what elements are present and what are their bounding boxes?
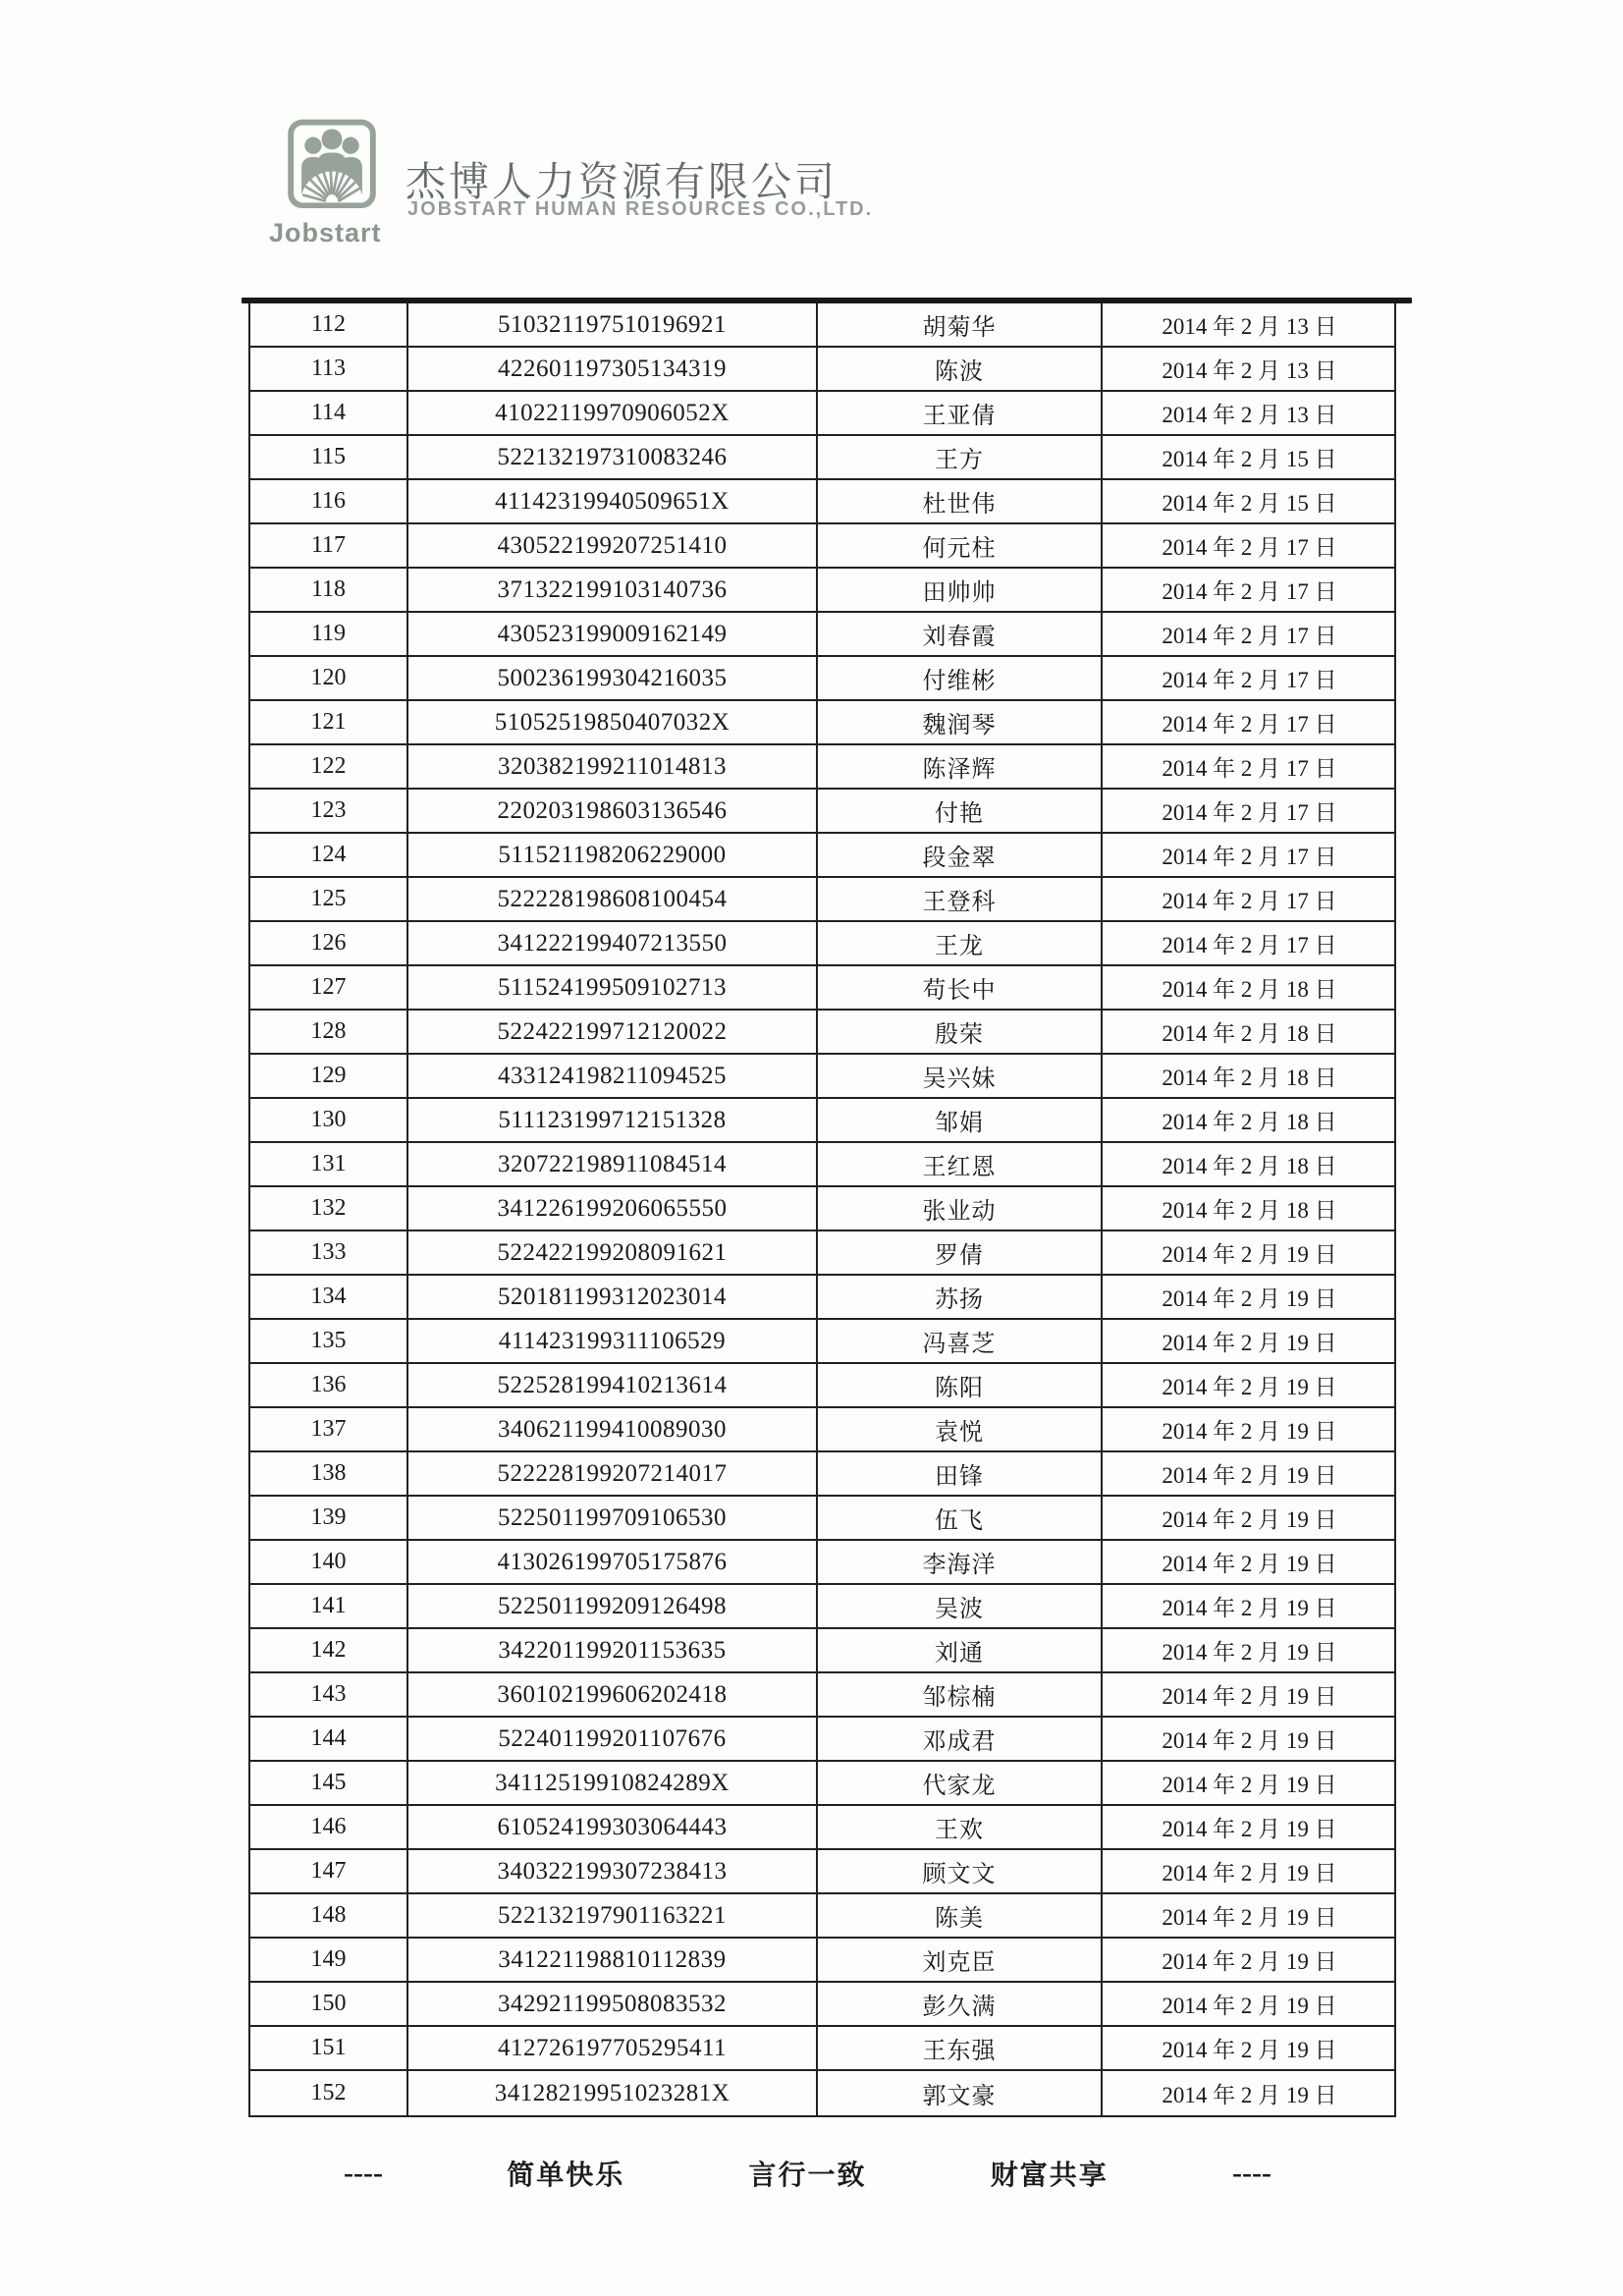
name-cell: 袁悦	[818, 1408, 1103, 1450]
name-cell: 陈美	[818, 1894, 1103, 1937]
name-cell: 王红恩	[818, 1143, 1103, 1185]
date-cell: 2014 年 2 月 19 日	[1162, 1286, 1337, 1311]
id-number-cell: 342921199508083532	[408, 1983, 818, 2025]
row-number-cell: 113	[250, 348, 408, 390]
table-row	[250, 1231, 1394, 1276]
row-number-cell: 133	[250, 1231, 408, 1274]
table-row	[250, 524, 1394, 569]
date-cell: 2014 年 2 月 19 日	[1162, 1242, 1337, 1267]
name-cell: 付艳	[818, 790, 1103, 832]
row-number-cell: 134	[250, 1276, 408, 1318]
id-number-cell: 34128219951023281X	[408, 2071, 818, 2115]
row-number-cell: 144	[250, 1718, 408, 1760]
date-cell: 2014 年 2 月 19 日	[1162, 1949, 1337, 1974]
jobstart-logo	[269, 118, 397, 248]
row-number-cell: 132	[250, 1187, 408, 1230]
table-row	[250, 1320, 1394, 1364]
row-number-cell: 125	[250, 878, 408, 920]
date-cell: 2014 年 2 月 19 日	[1162, 2083, 1337, 2107]
table-row	[250, 1894, 1394, 1939]
row-number-cell: 147	[250, 1850, 408, 1892]
table-row	[250, 1718, 1394, 1762]
id-number-cell: 411423199311106529	[408, 1320, 818, 1362]
date-cell: 2014 年 2 月 17 日	[1162, 579, 1337, 604]
date-cell: 2014 年 2 月 19 日	[1162, 1773, 1337, 1797]
name-cell: 李海洋	[818, 1541, 1103, 1583]
date-cell: 2014 年 2 月 17 日	[1162, 845, 1337, 869]
row-number-cell: 116	[250, 480, 408, 522]
date-cell: 2014 年 2 月 19 日	[1162, 1596, 1337, 1620]
company-name-chinese: 杰博人力资源有限公司	[406, 159, 838, 204]
table-row	[250, 1673, 1394, 1718]
row-number-cell: 126	[250, 922, 408, 964]
table-row	[250, 966, 1394, 1011]
row-number-cell: 138	[250, 1452, 408, 1495]
name-cell: 刘克臣	[818, 1939, 1103, 1981]
id-number-cell: 511524199509102713	[408, 966, 818, 1009]
id-number-cell: 522228198608100454	[408, 878, 818, 920]
row-number-cell: 150	[250, 1983, 408, 2025]
company-name-english: JOBSTART HUMAN RESOURCES CO.,LTD.	[407, 198, 874, 220]
date-cell: 2014 年 2 月 19 日	[1162, 1507, 1337, 1532]
table-row	[250, 1276, 1394, 1320]
row-number-cell: 120	[250, 657, 408, 699]
row-number-cell: 127	[250, 966, 408, 1009]
name-cell: 刘通	[818, 1629, 1103, 1671]
id-number-cell: 522228199207214017	[408, 1452, 818, 1495]
table-row	[250, 1408, 1394, 1452]
row-number-cell: 151	[250, 2027, 408, 2069]
date-cell: 2014 年 2 月 18 日	[1162, 977, 1337, 1002]
name-cell: 彭久满	[818, 1983, 1103, 2025]
id-number-cell: 510321197510196921	[408, 303, 818, 346]
id-number-cell: 522422199712120022	[408, 1011, 818, 1053]
date-cell: 2014 年 2 月 19 日	[1162, 1331, 1337, 1355]
date-cell: 2014 年 2 月 17 日	[1162, 800, 1337, 825]
date-cell: 2014 年 2 月 18 日	[1162, 1110, 1337, 1134]
table-row	[250, 1099, 1394, 1143]
name-cell: 邹棕楠	[818, 1673, 1103, 1716]
row-number-cell: 122	[250, 745, 408, 788]
date-cell: 2014 年 2 月 19 日	[1162, 1817, 1337, 1841]
name-cell: 段金翠	[818, 834, 1103, 876]
date-cell: 2014 年 2 月 19 日	[1162, 1994, 1337, 2018]
id-number-cell: 340322199307238413	[408, 1850, 818, 1892]
table-row	[250, 834, 1394, 878]
id-number-cell: 41142319940509651X	[408, 480, 818, 522]
date-cell: 2014 年 2 月 19 日	[1162, 1905, 1337, 1930]
id-number-cell: 511123199712151328	[408, 1099, 818, 1141]
name-cell: 陈波	[818, 348, 1103, 390]
id-number-cell: 341221198810112839	[408, 1939, 818, 1981]
id-number-cell: 522132197310083246	[408, 436, 818, 478]
date-cell: 2014 年 2 月 19 日	[1162, 1419, 1337, 1444]
date-cell: 2014 年 2 月 13 日	[1162, 358, 1337, 383]
name-cell: 郭文豪	[818, 2071, 1103, 2115]
name-cell: 吴波	[818, 1585, 1103, 1627]
name-cell: 付维彬	[818, 657, 1103, 699]
left-dashes: ----	[344, 2157, 383, 2189]
date-cell: 2014 年 2 月 17 日	[1162, 889, 1337, 913]
table-row	[250, 1585, 1394, 1629]
date-cell: 2014 年 2 月 18 日	[1162, 1154, 1337, 1178]
row-number-cell: 115	[250, 436, 408, 478]
row-number-cell: 135	[250, 1320, 408, 1362]
row-number-cell: 149	[250, 1939, 408, 1981]
id-number-cell: 522528199410213614	[408, 1364, 818, 1406]
table-row	[250, 303, 1394, 348]
name-cell: 田锋	[818, 1452, 1103, 1495]
date-cell: 2014 年 2 月 18 日	[1162, 1066, 1337, 1090]
id-number-cell: 413026199705175876	[408, 1541, 818, 1583]
name-cell: 苏扬	[818, 1276, 1103, 1318]
date-cell: 2014 年 2 月 19 日	[1162, 1640, 1337, 1665]
roster-table-body	[250, 303, 1394, 2115]
id-number-cell: 430523199009162149	[408, 613, 818, 655]
name-cell: 刘春霞	[818, 613, 1103, 655]
id-number-cell: 51052519850407032X	[408, 701, 818, 743]
row-number-cell: 143	[250, 1673, 408, 1716]
name-cell: 代家龙	[818, 1762, 1103, 1804]
name-cell: 陈泽辉	[818, 745, 1103, 788]
name-cell: 吴兴妹	[818, 1055, 1103, 1097]
name-cell: 苟长中	[818, 966, 1103, 1009]
id-number-cell: 430522199207251410	[408, 524, 818, 567]
date-cell: 2014 年 2 月 19 日	[1162, 1463, 1337, 1488]
row-number-cell: 146	[250, 1806, 408, 1848]
name-cell: 伍飞	[818, 1497, 1103, 1539]
row-number-cell: 136	[250, 1364, 408, 1406]
table-row	[250, 1011, 1394, 1055]
name-cell: 王方	[818, 436, 1103, 478]
date-cell: 2014 年 2 月 19 日	[1162, 1728, 1337, 1753]
id-number-cell: 342201199201153635	[408, 1629, 818, 1671]
row-number-cell: 124	[250, 834, 408, 876]
name-cell: 王东强	[818, 2027, 1103, 2069]
id-number-cell: 500236199304216035	[408, 657, 818, 699]
id-number-cell: 320722198911084514	[408, 1143, 818, 1185]
table-row	[250, 2027, 1394, 2071]
row-number-cell: 142	[250, 1629, 408, 1671]
date-cell: 2014 年 2 月 18 日	[1162, 1021, 1337, 1046]
row-number-cell: 152	[250, 2071, 408, 2115]
table-row	[250, 745, 1394, 790]
name-cell: 胡菊华	[818, 303, 1103, 346]
row-number-cell: 145	[250, 1762, 408, 1804]
date-cell: 2014 年 2 月 15 日	[1162, 447, 1337, 471]
table-row	[250, 657, 1394, 701]
row-number-cell: 148	[250, 1894, 408, 1937]
table-row	[250, 1541, 1394, 1585]
date-cell: 2014 年 2 月 13 日	[1162, 314, 1337, 339]
date-cell: 2014 年 2 月 17 日	[1162, 624, 1337, 648]
id-number-cell: 520181199312023014	[408, 1276, 818, 1318]
name-cell: 杜世伟	[818, 480, 1103, 522]
name-cell: 王亚倩	[818, 392, 1103, 434]
table-row	[250, 392, 1394, 436]
row-number-cell: 131	[250, 1143, 408, 1185]
table-row	[250, 480, 1394, 524]
date-cell: 2014 年 2 月 19 日	[1162, 1552, 1337, 1576]
table-row	[250, 1806, 1394, 1850]
roster-table	[248, 303, 1396, 2117]
name-cell: 罗倩	[818, 1231, 1103, 1274]
table-row	[250, 790, 1394, 834]
id-number-cell: 610524199303064443	[408, 1806, 818, 1848]
row-number-cell: 117	[250, 524, 408, 567]
table-row	[250, 1762, 1394, 1806]
table-row	[250, 922, 1394, 966]
right-dashes: ----	[1232, 2157, 1271, 2189]
table-row	[250, 613, 1394, 657]
name-cell: 邓成君	[818, 1718, 1103, 1760]
row-number-cell: 119	[250, 613, 408, 655]
table-row	[250, 1497, 1394, 1541]
row-number-cell: 121	[250, 701, 408, 743]
name-cell: 魏润琴	[818, 701, 1103, 743]
date-cell: 2014 年 2 月 17 日	[1162, 756, 1337, 781]
id-number-cell: 341222199407213550	[408, 922, 818, 964]
date-cell: 2014 年 2 月 15 日	[1162, 491, 1337, 516]
name-cell: 何元柱	[818, 524, 1103, 567]
id-number-cell: 360102199606202418	[408, 1673, 818, 1716]
id-number-cell: 412726197705295411	[408, 2027, 818, 2069]
id-number-cell: 341226199206065550	[408, 1187, 818, 1230]
table-row	[250, 1452, 1394, 1497]
table-row	[250, 1629, 1394, 1673]
footer-slogans	[344, 2154, 1271, 2193]
row-number-cell: 139	[250, 1497, 408, 1539]
date-cell: 2014 年 2 月 17 日	[1162, 668, 1337, 692]
name-cell: 殷荣	[818, 1011, 1103, 1053]
row-number-cell: 130	[250, 1099, 408, 1141]
table-row	[250, 1364, 1394, 1408]
table-row	[250, 1850, 1394, 1894]
id-number-cell: 422601197305134319	[408, 348, 818, 390]
date-cell: 2014 年 2 月 17 日	[1162, 933, 1337, 957]
row-number-cell: 140	[250, 1541, 408, 1583]
id-number-cell: 41022119970906052X	[408, 392, 818, 434]
name-cell: 王登科	[818, 878, 1103, 920]
name-cell: 王龙	[818, 922, 1103, 964]
name-cell: 邹娟	[818, 1099, 1103, 1141]
name-cell: 张业动	[818, 1187, 1103, 1230]
slogan-words-deeds: 言行一致	[748, 2160, 867, 2191]
id-number-cell: 340621199410089030	[408, 1408, 818, 1450]
date-cell: 2014 年 2 月 17 日	[1162, 535, 1337, 560]
row-number-cell: 141	[250, 1585, 408, 1627]
table-row	[250, 1983, 1394, 2027]
name-cell: 陈阳	[818, 1364, 1103, 1406]
name-cell: 顾文文	[818, 1850, 1103, 1892]
table-row	[250, 1187, 1394, 1231]
table-row	[250, 1143, 1394, 1187]
slogan-simple-happy: 简单快乐	[507, 2160, 625, 2191]
id-number-cell: 433124198211094525	[408, 1055, 818, 1097]
date-cell: 2014 年 2 月 19 日	[1162, 1375, 1337, 1399]
id-number-cell: 522422199208091621	[408, 1231, 818, 1274]
date-cell: 2014 年 2 月 13 日	[1162, 403, 1337, 427]
date-cell: 2014 年 2 月 18 日	[1162, 1198, 1337, 1223]
id-number-cell: 522501199209126498	[408, 1585, 818, 1627]
date-cell: 2014 年 2 月 17 日	[1162, 712, 1337, 737]
id-number-cell: 522401199201107676	[408, 1718, 818, 1760]
table-row	[250, 569, 1394, 613]
row-number-cell: 112	[250, 303, 408, 346]
id-number-cell: 371322199103140736	[408, 569, 818, 611]
table-row	[250, 1939, 1394, 1983]
row-number-cell: 123	[250, 790, 408, 832]
people-sunrise-logo-icon	[277, 118, 387, 216]
table-row	[250, 2071, 1394, 2115]
name-cell: 王欢	[818, 1806, 1103, 1848]
row-number-cell: 129	[250, 1055, 408, 1097]
date-cell: 2014 年 2 月 19 日	[1162, 1684, 1337, 1709]
id-number-cell: 522501199709106530	[408, 1497, 818, 1539]
id-number-cell: 511521198206229000	[408, 834, 818, 876]
name-cell: 冯喜芝	[818, 1320, 1103, 1362]
table-row	[250, 348, 1394, 392]
date-cell: 2014 年 2 月 19 日	[1162, 2038, 1337, 2062]
brand-wordmark: Jobstart	[269, 218, 382, 247]
id-number-cell: 34112519910824289X	[408, 1762, 818, 1804]
row-number-cell: 118	[250, 569, 408, 611]
row-number-cell: 137	[250, 1408, 408, 1450]
table-row	[250, 1055, 1394, 1099]
id-number-cell: 522132197901163221	[408, 1894, 818, 1937]
row-number-cell: 114	[250, 392, 408, 434]
row-number-cell: 128	[250, 1011, 408, 1053]
id-number-cell: 320382199211014813	[408, 745, 818, 788]
table-row	[250, 701, 1394, 745]
id-number-cell: 220203198603136546	[408, 790, 818, 832]
table-row	[250, 436, 1394, 480]
date-cell: 2014 年 2 月 19 日	[1162, 1861, 1337, 1886]
slogan-wealth-sharing: 财富共享	[990, 2160, 1109, 2191]
table-row	[250, 878, 1394, 922]
name-cell: 田帅帅	[818, 569, 1103, 611]
